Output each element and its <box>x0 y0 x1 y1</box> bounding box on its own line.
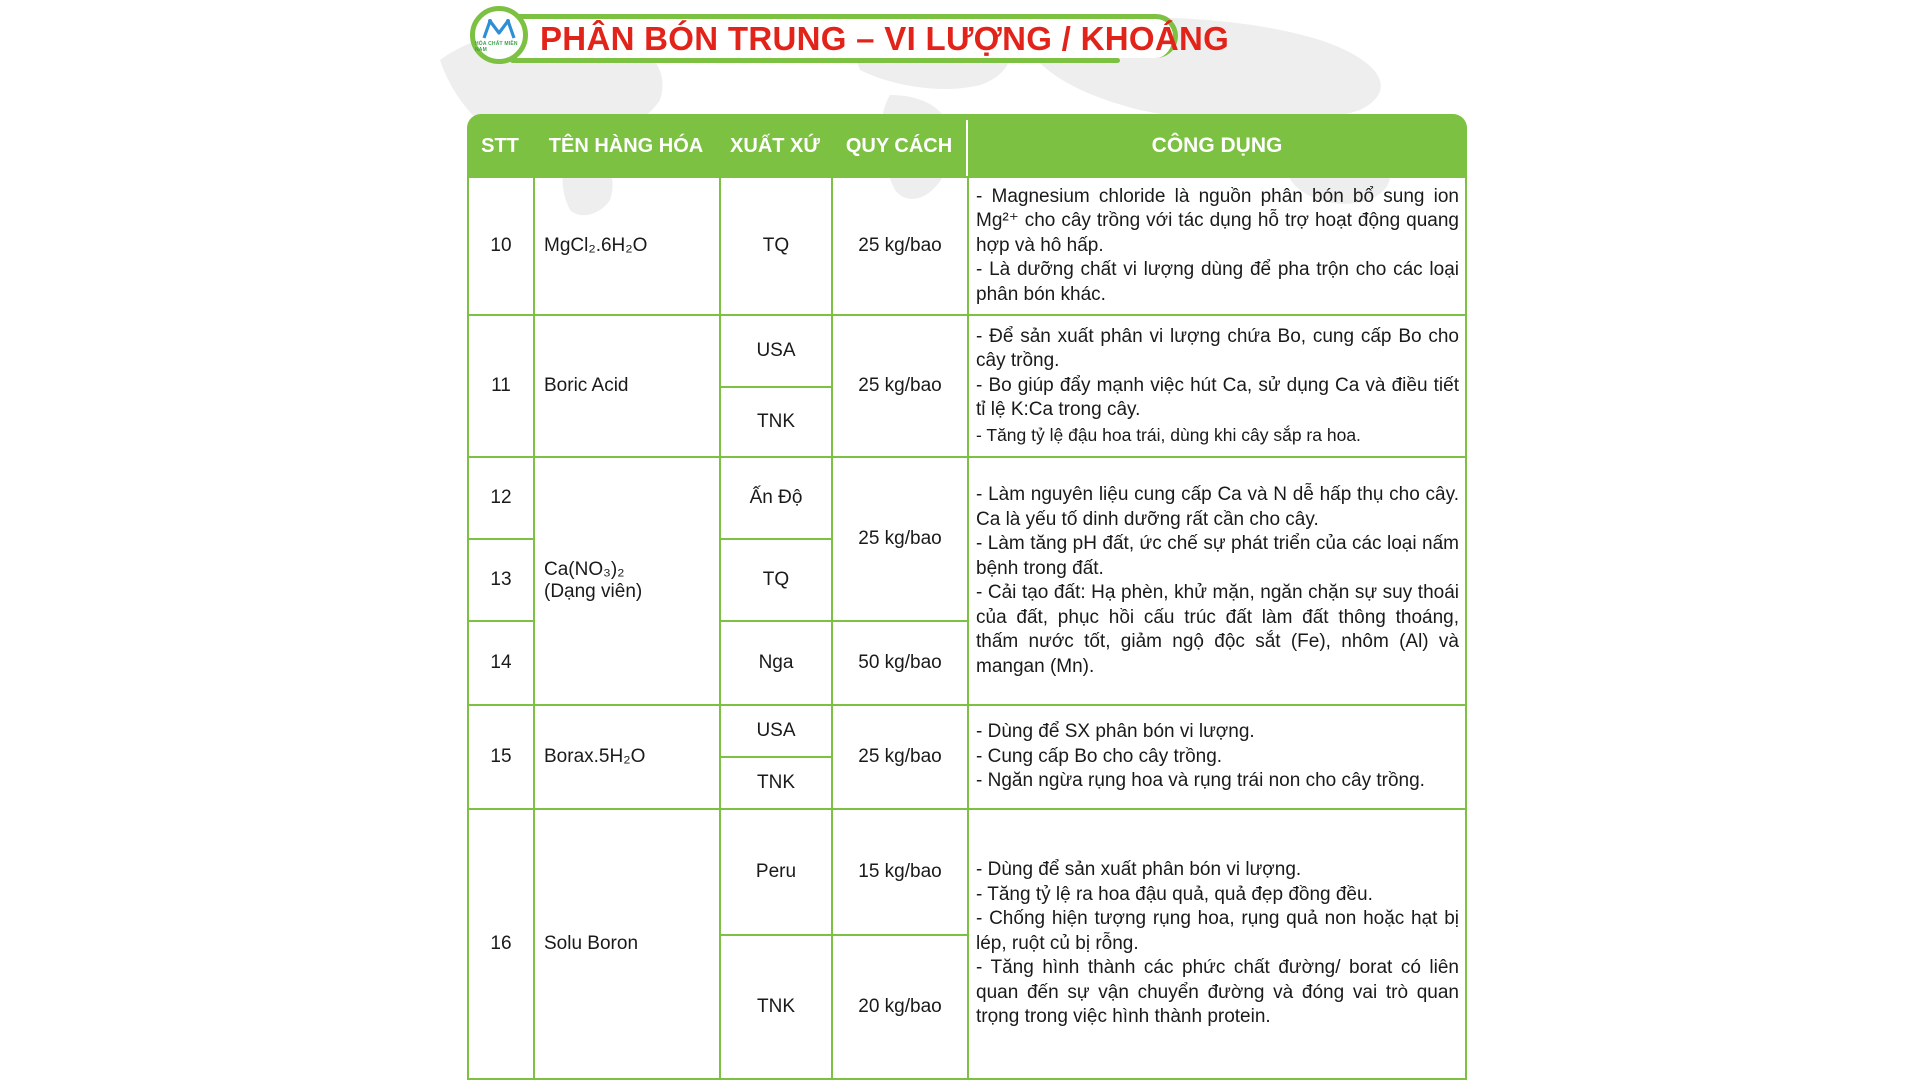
title-banner-underline <box>510 58 1120 63</box>
cell-stt: 11 <box>467 314 535 458</box>
use-line: - Ngăn ngừa rụng hoa và rụng trái non cho cây trồng. <box>976 770 1425 792</box>
use-line: - Để sản xuất phân vi lượng chứa Bo, cung cấp Bo cho cây trồng. <box>976 325 1459 372</box>
cell-uses <box>967 314 1467 458</box>
header-packaging: QUY CÁCH <box>845 134 953 157</box>
header-divider <box>966 120 968 178</box>
cell-stt: 14 <box>467 620 535 706</box>
title-banner <box>470 6 1230 64</box>
use-line: - Làm nguyên liệu cung cấp Ca và N dễ hấp thụ cho cây. Ca là yếu tố dinh dưỡng rất cần cho cây. <box>976 484 1459 530</box>
cell-stt: 16 <box>467 808 535 1080</box>
use-line: - Dùng để sản xuất phân bón vi lượng. <box>976 859 1302 881</box>
cell-uses <box>967 176 1467 316</box>
use-line: - Tăng hình thành các phức chất đường/ borat có liên quan đến sự vận chuyển đường và đóng vai trò quan trọng trong việc hình thành protein. <box>976 957 1459 1028</box>
cell-packaging: 25 kg/bao <box>831 704 969 810</box>
cell-origin: TNK <box>719 756 833 810</box>
cell-packaging: 15 kg/bao <box>831 808 969 936</box>
header-stt: STT <box>481 134 519 157</box>
cell-uses <box>967 808 1467 1080</box>
cell-origin: TQ <box>719 538 833 622</box>
cell-packaging: 25 kg/bao <box>831 176 969 316</box>
cell-product-name: Solu Boron <box>533 808 721 1080</box>
header-uses: CÔNG DỤNG <box>1151 134 1283 157</box>
cell-product-name: MgCl₂.6H₂O <box>533 176 721 316</box>
cell-packaging: 25 kg/bao <box>831 314 969 458</box>
cell-stt: 12 <box>467 456 535 540</box>
header-origin: XUẤT XỨ <box>730 134 820 157</box>
cell-packaging: 50 kg/bao <box>831 620 969 706</box>
cell-packaging: 20 kg/bao <box>831 934 969 1080</box>
cell-product-name: Boric Acid <box>533 314 721 458</box>
cell-stt: 13 <box>467 538 535 622</box>
product-table <box>467 114 1467 1080</box>
cell-origin: USA <box>719 704 833 758</box>
use-line: - Làm tăng pH đất, ức chế sự phát triển của các loại nấm bệnh trong đất. <box>976 533 1459 579</box>
cell-origin: TNK <box>719 934 833 1080</box>
company-logo-icon: HÓA CHẤT MIỀN NAM <box>470 6 528 64</box>
cell-origin: USA <box>719 314 833 388</box>
use-line: - Tăng tỷ lệ ra hoa đậu quả, quả đẹp đồng đều. <box>976 883 1373 905</box>
use-line: - Bo giúp đẩy mạnh việc hút Ca, sử dụng Ca và điều tiết tỉ lệ K:Ca trong cây. <box>976 374 1459 421</box>
cell-product-name <box>533 456 721 706</box>
cell-origin: TQ <box>719 176 833 316</box>
cell-origin: Peru <box>719 808 833 936</box>
cell-stt: 10 <box>467 176 535 316</box>
cell-origin: Ấn Độ <box>719 456 833 540</box>
cell-stt: 15 <box>467 704 535 810</box>
cell-origin: TNK <box>719 386 833 458</box>
product-name-line: (Dạng viên) <box>544 581 643 602</box>
cell-uses <box>967 456 1467 706</box>
use-line: - Magnesium chloride là nguồn phân bón bổ sung ion Mg²⁺ cho cây trồng với tác dụng hỗ trợ hoạt động quang hợp và hô hấp. <box>976 185 1459 256</box>
use-line: - Chống hiện tượng rụng hoa, rụng quả non hoặc hạt bị lép, ruột củ bị rỗng. <box>976 908 1459 954</box>
use-line: - Tăng tỷ lệ đậu hoa trái, dùng khi cây sắp ra hoa. <box>976 424 1361 445</box>
cell-packaging: 25 kg/bao <box>831 456 969 622</box>
use-line: - Là dưỡng chất vi lượng dùng để pha trộn cho các loại phân bón khác. <box>976 259 1459 305</box>
use-line: - Dùng để SX phân bón vi lượng. <box>976 721 1255 743</box>
use-line: - Cải tạo đất: Hạ phèn, khử mặn, ngăn chặn sự suy thoái của đất, phục hồi cấu trúc đất làm đất thông thoáng, thấm nước tốt, giảm ngộ độc sắt (Fe), nhôm (Al) và mangan (Mn). <box>976 582 1459 677</box>
header-product-name: TÊN HÀNG HÓA <box>548 134 704 157</box>
product-name-line: Ca(NO₃)₂ <box>544 559 625 580</box>
cell-product-name: Borax.5H₂O <box>533 704 721 810</box>
use-line: - Cung cấp Bo cho cây trồng. <box>976 745 1223 767</box>
page-title: PHÂN BÓN TRUNG – VI LƯỢNG / KHOÁNG <box>540 20 1230 57</box>
table-header <box>467 114 1467 178</box>
cell-origin: Nga <box>719 620 833 706</box>
cell-uses <box>967 704 1467 810</box>
